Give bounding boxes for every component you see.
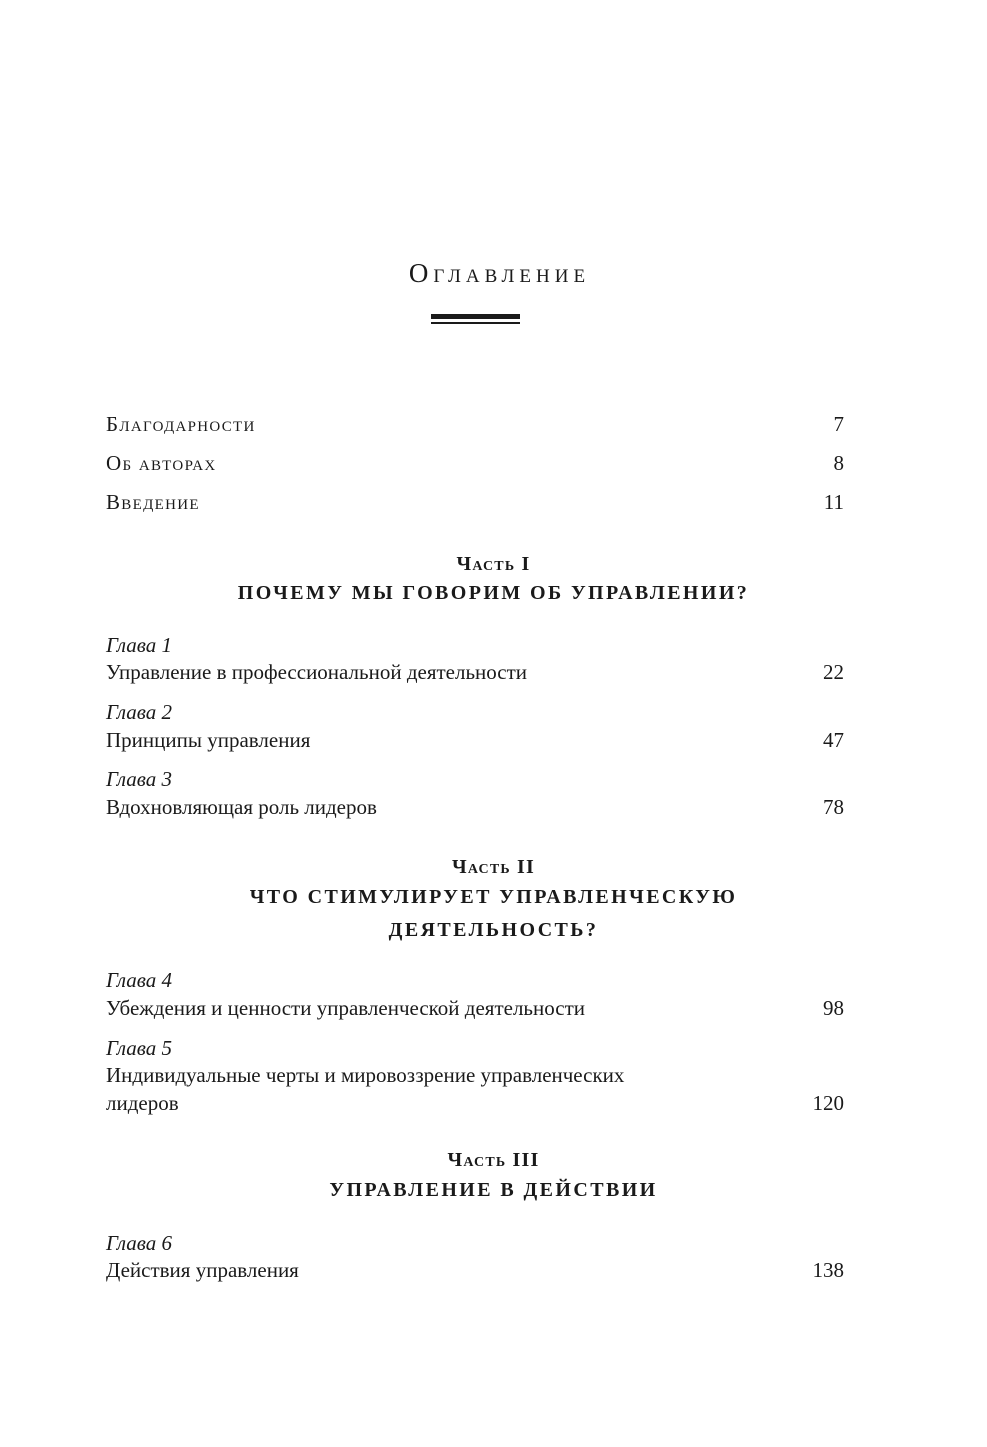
page-title: Оглавление (408, 258, 591, 288)
title-rule-thin (431, 322, 520, 324)
toc-entry-label: Благодарности (106, 412, 256, 436)
toc-entry-label: лидеров (106, 1091, 179, 1115)
toc-entry-page: 78 (823, 795, 844, 819)
chapter-label: Глава 2 (106, 700, 172, 724)
toc-entry-page: 98 (823, 996, 844, 1020)
part-title: ЧТО СТИМУЛИРУЕТ УПРАВЛЕНЧЕСКУЮ (249, 886, 738, 908)
toc-entry-label: Введение (106, 490, 200, 514)
part-label: Часть III (447, 1149, 540, 1171)
toc-entry-label: Убеждения и ценности управленческой деятельности (106, 996, 586, 1020)
toc-entry-page: 47 (823, 728, 844, 752)
toc-entry-label: Принципы управления (106, 728, 311, 752)
chapter-label: Глава 1 (106, 633, 172, 657)
part-title: УПРАВЛЕНИЕ В ДЕЙСТВИИ (329, 1179, 658, 1201)
toc-entry-label: Индивидуальные черты и мировоззрение управленческих (106, 1063, 625, 1087)
toc-entry-label: Управление в профессиональной деятельности (106, 660, 528, 684)
toc-entry-page: 138 (812, 1258, 844, 1282)
part-label: Часть II (452, 856, 535, 878)
toc-entry-page: 22 (823, 660, 844, 684)
part-label: Часть I (456, 553, 531, 575)
title-double-rule (431, 314, 520, 325)
toc-entry-page: 11 (823, 490, 844, 514)
chapter-label: Глава 6 (106, 1231, 172, 1255)
chapter-label: Глава 5 (106, 1036, 172, 1060)
part-title: ПОЧЕМУ МЫ ГОВОРИМ ОБ УПРАВЛЕНИИ? (237, 582, 750, 604)
toc-entry-label: Об авторах (106, 451, 217, 475)
toc-entry-page: 8 (833, 451, 844, 475)
toc-entry-label: Вдохновляющая роль лидеров (106, 795, 377, 819)
chapter-label: Глава 4 (106, 968, 172, 992)
chapter-label: Глава 3 (106, 767, 172, 791)
title-rule-thick (431, 314, 520, 319)
toc-entry-page: 7 (833, 412, 844, 436)
part-title: ДЕЯТЕЛЬНОСТЬ? (388, 919, 599, 941)
toc-entry-label: Действия управления (106, 1258, 299, 1282)
toc-entry-page: 120 (812, 1091, 844, 1115)
